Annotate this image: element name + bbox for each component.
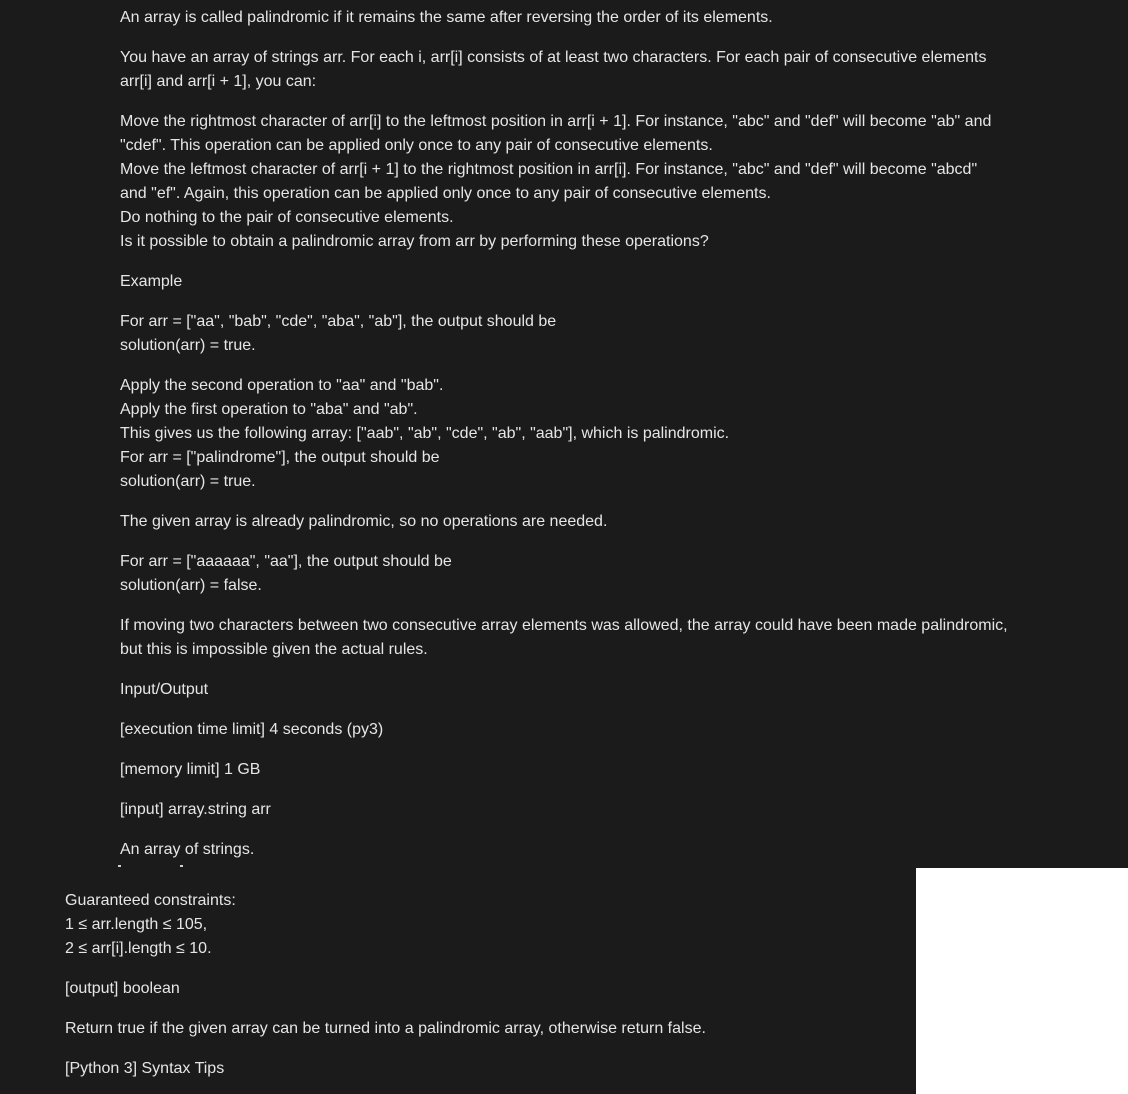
example-3-input: For arr = ["aaaaaa", "aa"], the output should be bbox=[120, 553, 452, 570]
example-2-output: solution(arr) = true. bbox=[120, 473, 256, 490]
example-3-output: solution(arr) = false. bbox=[120, 577, 262, 594]
question-text: Is it possible to obtain a palindromic array from arr by performing these operations? bbox=[120, 233, 709, 250]
example-1-step-2: Apply the first operation to "aba" and "ab". bbox=[120, 401, 418, 418]
output-description: Return true if the given array can be turned into a palindromic array, otherwise return false. bbox=[65, 1020, 706, 1037]
example-heading: Example bbox=[120, 273, 183, 290]
example-3-note-line-2: but this is impossible given the actual rules. bbox=[120, 641, 428, 658]
operation-1-line-2: "cdef". This operation can be applied only once to any pair of consecutive elements. bbox=[120, 137, 713, 154]
blank-area bbox=[916, 868, 1128, 1094]
input-output-heading: Input/Output bbox=[120, 681, 209, 698]
input-description: An array of strings. bbox=[120, 841, 255, 858]
intro-text: An array is called palindromic if it remains the same after reversing the order of its elements. bbox=[120, 9, 773, 26]
operation-1-line-1: Move the rightmost character of arr[i] to the leftmost position in arr[i + 1]. For instance, "abc" and "def" will become "ab" and bbox=[120, 113, 992, 130]
example-2-input: For arr = ["palindrome"], the output should be bbox=[120, 449, 440, 466]
operation-2-line-2: and "ef". Again, this operation can be applied only once to any pair of consecutive elements. bbox=[120, 185, 771, 202]
example-1-output: solution(arr) = true. bbox=[120, 337, 256, 354]
input-spec: [input] array.string arr bbox=[120, 801, 271, 818]
setup-text-line-2: arr[i] and arr[i + 1], you can: bbox=[120, 73, 317, 90]
operation-3-text: Do nothing to the pair of consecutive elements. bbox=[120, 209, 454, 226]
execution-time-limit: [execution time limit] 4 seconds (py3) bbox=[120, 721, 384, 738]
example-2-note: The given array is already palindromic, so no operations are needed. bbox=[120, 513, 608, 530]
example-1-result: This gives us the following array: ["aab", "ab", "cde", "ab", "aab"], which is palindromic. bbox=[120, 425, 730, 442]
syntax-tips-link[interactable]: [Python 3] Syntax Tips bbox=[65, 1060, 225, 1077]
constraints-heading: Guaranteed constraints: bbox=[65, 892, 236, 909]
constraints-panel bbox=[0, 868, 916, 1094]
example-1-input: For arr = ["aa", "bab", "cde", "aba", "ab"], the output should be bbox=[120, 313, 557, 330]
example-3-note-line-1: If moving two characters between two consecutive array elements was allowed, the array could have been made palindromic, bbox=[120, 617, 1008, 634]
output-spec: [output] boolean bbox=[65, 980, 180, 997]
constraint-element-length: 2 ≤ arr[i].length ≤ 10. bbox=[65, 940, 212, 957]
example-1-step-1: Apply the second operation to "aa" and "bab". bbox=[120, 377, 444, 394]
constraint-array-length: 1 ≤ arr.length ≤ 105, bbox=[65, 916, 208, 933]
memory-limit: [memory limit] 1 GB bbox=[120, 761, 261, 778]
setup-text-line-1: You have an array of strings arr. For each i, arr[i] consists of at least two characters. For each pair of consecutive elements bbox=[120, 49, 987, 66]
operation-2-line-1: Move the leftmost character of arr[i + 1] to the rightmost position in arr[i]. For instance, "abc" and "def" will become "abcd" bbox=[120, 161, 978, 178]
